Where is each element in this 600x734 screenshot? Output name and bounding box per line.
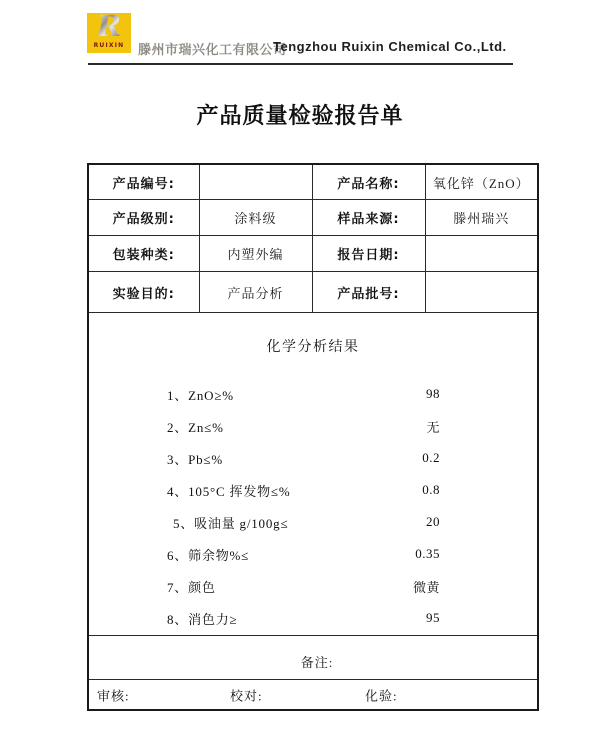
test-purpose-value: 产品分析 <box>199 272 312 313</box>
product-code-value <box>199 164 312 200</box>
analysis-item-value: 0.2 <box>422 450 440 465</box>
analysis-heading: 化学分析结果 <box>266 340 360 355</box>
batch-number-value <box>425 272 538 313</box>
signature-wrap <box>89 680 537 709</box>
analysis-item-value: 95 <box>426 610 440 625</box>
info-row <box>88 272 538 313</box>
analysis-section-row <box>88 313 538 636</box>
analysis-item <box>89 442 537 474</box>
product-code-label: 产品编号: <box>88 164 199 200</box>
analysis-item-value: 20 <box>426 514 440 529</box>
analysis-item <box>89 602 537 634</box>
batch-number-label: 产品批号: <box>312 272 425 313</box>
remarks-row <box>88 636 538 680</box>
assay-label: 化验: <box>365 688 398 703</box>
analysis-item <box>89 378 537 410</box>
product-grade-label: 产品级别: <box>88 200 199 236</box>
analysis-item-value: 微黄 <box>412 579 440 595</box>
analysis-item-value: 0.35 <box>415 546 440 561</box>
analysis-item-label: 7、颜色 <box>167 579 216 595</box>
logo-wordmark: RUIXIN <box>93 42 125 49</box>
review-label: 审核: <box>97 688 130 703</box>
product-grade-value: 涂料级 <box>199 200 312 236</box>
remarks-cell <box>88 636 538 680</box>
logo-letter-icon: R <box>96 9 122 43</box>
info-row <box>88 236 538 272</box>
analysis-item-label: 1、ZnO≥% <box>167 387 234 403</box>
sample-source-label: 样品来源: <box>312 200 425 236</box>
analysis-item-label: 3、Pb≤% <box>167 451 223 467</box>
header-divider <box>88 63 513 65</box>
report-date-value <box>425 236 538 272</box>
analysis-item-label: 2、Zn≤% <box>167 419 224 435</box>
analysis-item <box>89 538 537 570</box>
test-purpose-label: 实验目的: <box>88 272 199 313</box>
report-table <box>87 163 539 711</box>
product-name-label: 产品名称: <box>312 164 425 200</box>
analysis-item <box>89 506 537 538</box>
analysis-item-label: 5、吸油量 g/100g≤ <box>173 515 289 531</box>
analysis-item-label: 8、消色力≥ <box>167 611 238 627</box>
remarks-label: 备注: <box>300 655 334 670</box>
analysis-item-value: 0.8 <box>422 482 440 497</box>
ruixin-logo <box>87 9 131 53</box>
proofread-label: 校对: <box>230 688 263 703</box>
analysis-item-label: 6、筛余物%≤ <box>167 547 250 563</box>
package-type-label: 包装种类: <box>88 236 199 272</box>
analysis-section <box>88 313 538 636</box>
analysis-item <box>89 570 537 602</box>
analysis-item <box>89 474 537 506</box>
analysis-item-label: 4、105°C 挥发物≤% <box>167 483 291 499</box>
company-name-chinese: 滕州市瑞兴化工有限公司 <box>138 42 287 57</box>
signature-cell <box>88 680 538 711</box>
info-row <box>88 200 538 236</box>
signature-row <box>88 680 538 711</box>
page-title: 产品质量检验报告单 <box>196 104 404 129</box>
package-type-value: 内塑外编 <box>199 236 312 272</box>
company-name-english: Tengzhou Ruixin Chemical Co.,Ltd. <box>273 39 507 54</box>
analysis-item-value: 无 <box>426 419 440 435</box>
analysis-item <box>89 410 537 442</box>
report-date-label: 报告日期: <box>312 236 425 272</box>
product-name-value: 氧化锌（ZnO） <box>425 164 538 200</box>
analysis-items <box>89 378 537 634</box>
info-row <box>88 164 538 200</box>
analysis-item-value: 98 <box>426 386 440 401</box>
sample-source-value: 滕州瑞兴 <box>425 200 538 236</box>
